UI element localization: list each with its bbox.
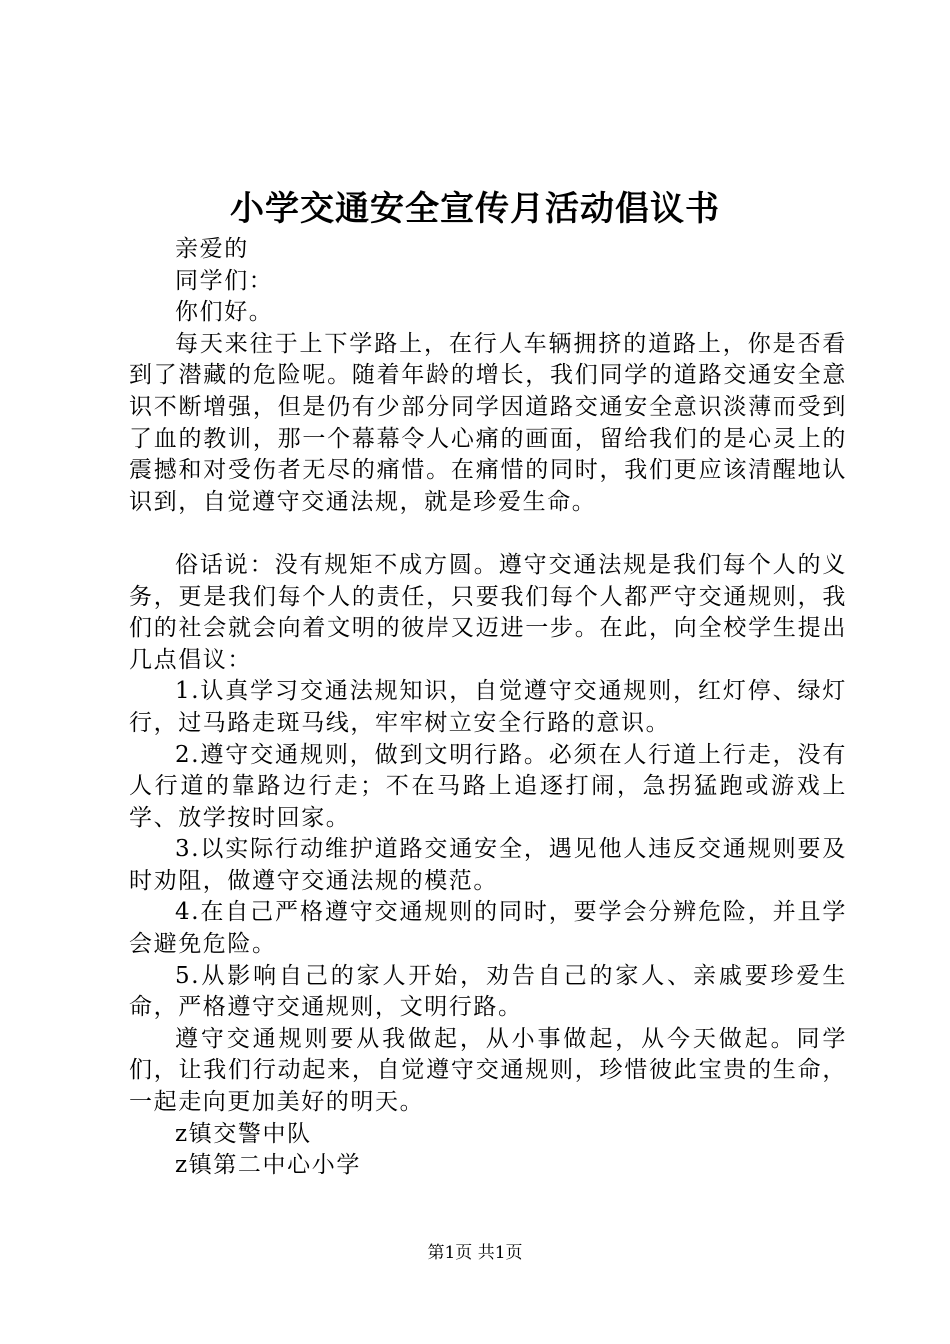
greeting: 你们好。 [175, 299, 274, 326]
proposal-item-3: 3.以实际行动维护道路交通安全，遇见他人违反交通规则要及时劝阻，做遵守交通法规的模范。 [129, 836, 847, 894]
salutation-line-2: 同学们： [175, 267, 274, 294]
page-footer: 第1页 共1页 [427, 1243, 523, 1263]
proposal-item-5: 5.从影响自己的家人开始，劝告自己的家人、亲戚要珍爱生命，严格遵守交通规则，文明行路。 [129, 962, 847, 1021]
signature-school: z镇第二中心小学 [175, 1152, 361, 1179]
signature-police: z镇交警中队 [175, 1120, 312, 1147]
salutation-line-1: 亲爱的 [175, 236, 249, 262]
proposal-item-2: 2.遵守交通规则，做到文明行路。必须在人行道上行走，没有人行道的靠路边行走；不在马路上追逐打闹，急拐猛跑或游戏上学、放学按时回家。 [129, 741, 847, 831]
closing-paragraph: 遵守交通规则要从我做起，从小事做起，从今天做起。同学们，让我们行动起来，自觉遵守交通规则，珍惜彼此宝贵的生命，一起走向更加美好的明天。 [129, 1025, 847, 1116]
document-body [129, 234, 847, 1182]
paragraph-1: 每天来往于上下学路上，在行人车辆拥挤的道路上，你是否看到了潜藏的危险呢。随着年龄的增长，我们同学的道路交通安全意识不断增强，但是仍有少部分同学因道路交通安全意识淡薄而受到了血的教训，那一个幕幕令人心痛的画面，留给我们的是心灵上的震撼和对受伤者无尽的痛惜。在痛惜的同时，我们更应该清醒地认识到，自觉遵守交通法规，就是珍爱生命。 [129, 330, 847, 515]
paragraph-2: 俗话说：没有规矩不成方圆。遵守交通法规是我们每个人的义务，更是我们每个人的责任，只要我们每个人都严守交通规则，我们的社会就会向着文明的彼岸又迈进一步。在此，向全校学生提出几点倡议： [129, 551, 847, 673]
proposal-item-1: 1.认真学习交通法规知识，自觉遵守交通规则，红灯停、绿灯行，过马路走斑马线，牢牢树立安全行路的意识。 [129, 678, 847, 736]
proposal-item-4: 4.在自己严格遵守交通规则的同时，要学会分辨危险，并且学会避免危险。 [129, 899, 847, 958]
document-title: 小学交通安全宣传月活动倡议书 [230, 189, 720, 229]
